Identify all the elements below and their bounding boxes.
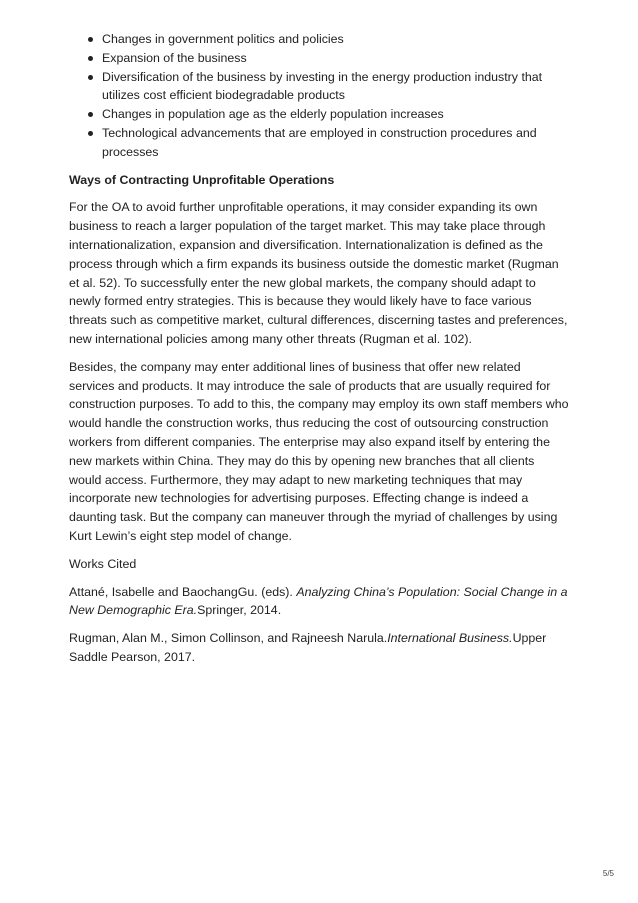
- bullet-dot-icon: [88, 56, 93, 61]
- reference-entry: [69, 583, 569, 621]
- reference-title: International Business.: [387, 631, 513, 646]
- list-item-text: Diversification of the business by investing in the energy production industry that utilizes cost efficient biodegradable products: [102, 69, 543, 103]
- list-item: [69, 68, 569, 106]
- document-page: [69, 30, 569, 667]
- reference-publisher: Springer, 2014.: [197, 603, 282, 618]
- bullet-dot-icon: [88, 75, 93, 80]
- list-item: [69, 49, 569, 68]
- reference-authors: Rugman, Alan M., Simon Collinson, and Rajneesh Narula.: [69, 631, 388, 646]
- list-item-text: Technological advancements that are employed in construction procedures and processes: [102, 125, 537, 159]
- list-item-text: Changes in population age as the elderly population increases: [102, 107, 444, 122]
- works-cited-label: Works Cited: [69, 556, 137, 571]
- body-paragraph: Besides, the company may enter additional lines of business that offer new related services and products. It may introduce the sale of products that are usually required for construction purposes. To add to this, the company may employ its own staff members who would handle the construction works, thus reducing the cost of outsourcing construction workers from different companies. The enterprise may also expand itself by entering the new markets within China. They may do this by opening new branches that all clients would access. Furthermore, they may adapt to new marketing techniques that may incorporate new technologies for advertising purposes. Effecting change is indeed a daunting task. But the company can maneuver through the myriad of challenges by using Kurt Lewin’s eight step model of change.: [69, 359, 569, 543]
- list-item: [69, 105, 569, 124]
- section-heading: Ways of Contracting Unprofitable Operations: [69, 172, 335, 187]
- list-item: [69, 30, 569, 49]
- list-item: [69, 124, 569, 162]
- bullet-dot-icon: [88, 131, 93, 136]
- reference-title: Analyzing China’s Population: Social Change in a New Demographic Era.: [69, 584, 568, 618]
- page-number: 5/5: [602, 869, 614, 878]
- factors-list: [69, 30, 569, 162]
- list-item-text: Expansion of the business: [102, 50, 247, 65]
- reference-authors: Attané, Isabelle and BaochangGu. (eds).: [69, 584, 297, 599]
- bullet-dot-icon: [88, 37, 93, 42]
- body-paragraph: For the OA to avoid further unprofitable operations, it may consider expanding its own business to reach a larger population of the target market. This may take place through internationalization, expansion and diversification. Internationalization is defined as the process through which a firm expands its business outside the domestic market (Rugman et al. 52). To successfully enter the new global markets, the company should adapt to newly formed entry strategies. This is because they would likely have to face various threats such as competitive market, cultural differences, discerning tastes and preferences, new international policies among many other threats (Rugman et al. 102).: [69, 200, 568, 346]
- bullet-dot-icon: [88, 112, 93, 117]
- reference-entry: [69, 629, 569, 667]
- reference-publisher: Upper Saddle Pearson, 2017.: [69, 631, 547, 664]
- list-item-text: Changes in government politics and policies: [102, 32, 344, 46]
